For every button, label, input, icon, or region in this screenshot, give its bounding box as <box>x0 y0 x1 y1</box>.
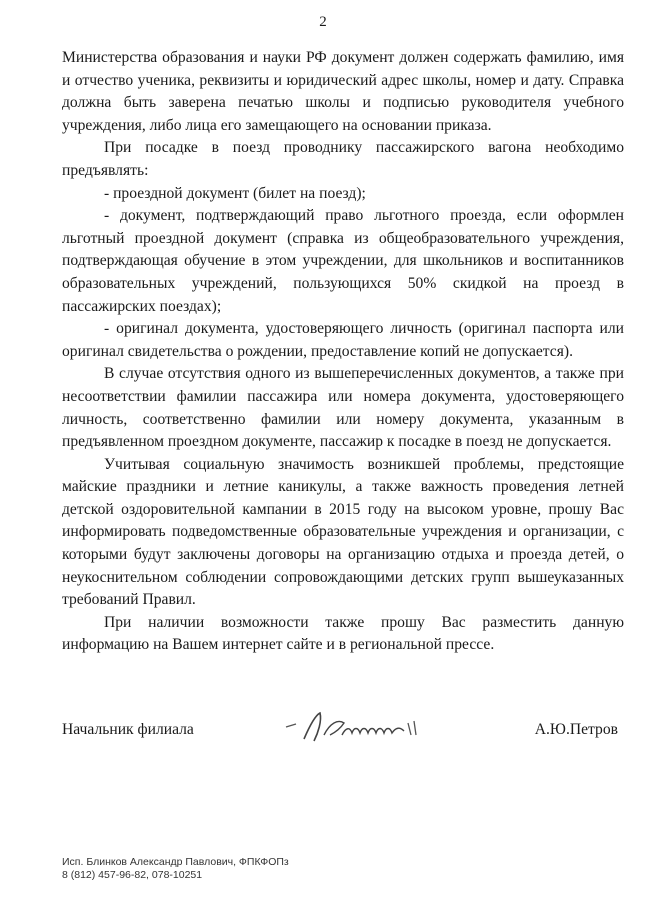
paragraph-requirements: Министерства образования и науки РФ документ должен содержать фамилию, имя и отчество ученика, реквизиты и юридический адрес школы, номер и дату. Справка должна быть заверена печатью школы и подписью руководителя учебного учреждения, либо лица его замещающего на основании приказа. <box>62 49 624 134</box>
list-item-discount-document: - документ, подтверждающий право льготного проезда, если оформлен льготный проездной документ (справка из общеобразовательного учреждения, подтверждающая обучение в этом учреждении, для школьников и воспитанников образовательных учреждений, пользующихся 50% скидкой на проезд в пассажирских поездах); <box>62 207 624 315</box>
signature-block <box>62 717 624 757</box>
executor-name: Исп. Блинков Александр Павлович, ФПКФОПз <box>62 856 289 868</box>
executor-phones: 8 (812) 457-96-82, 078-10251 <box>62 869 203 881</box>
paragraph-publication: При наличии возможности также прошу Вас разместить данную информацию на Вашем интернет сайте и в региональной прессе. <box>62 613 624 654</box>
list-item-identity-document: - оригинал документа, удостоверяющего личность (оригинал паспорта или оригинал свидетельства о рождении, предоставление копий не допускается). <box>62 320 624 360</box>
paragraph-request: Учитывая социальную значимость возникшей проблемы, предстоящие майские праздники и летние каникулы, а также важность проведения летней детской оздоровительной кампании в 2015 году на высоком уровне, прошу Вас информировать подведомственные образовательные учреждения и организации, с которыми будут заключены договоры на организацию отдыха и проезда детей, о неукоснительном соблюдении сопровождающими детских групп вышеуказанных требований Правил. <box>62 455 624 609</box>
paragraph-boarding: При посадке в поезд проводнику пассажирского вагона необходимо предъявлять: <box>62 139 624 179</box>
list-item-ticket: - проездной документ (билет на поезд); <box>104 184 366 202</box>
paragraph-absence: В случае отсутствия одного из вышеперечисленных документов, а также при несоответствии фамилии пассажира или номера документа, удостоверяющего личность, соответственно фамилии или номеру документа, указанным в предъявленном проездном документе, пассажир к посадке в поезд не допускается. <box>62 365 624 451</box>
handwritten-signature <box>280 705 470 751</box>
signatory-name: А.Ю.Петров <box>534 721 618 738</box>
letter-body <box>62 47 624 657</box>
page-number: 2 <box>319 14 327 30</box>
signatory-title: Начальник филиала <box>62 721 194 738</box>
executor-footer <box>62 856 462 882</box>
